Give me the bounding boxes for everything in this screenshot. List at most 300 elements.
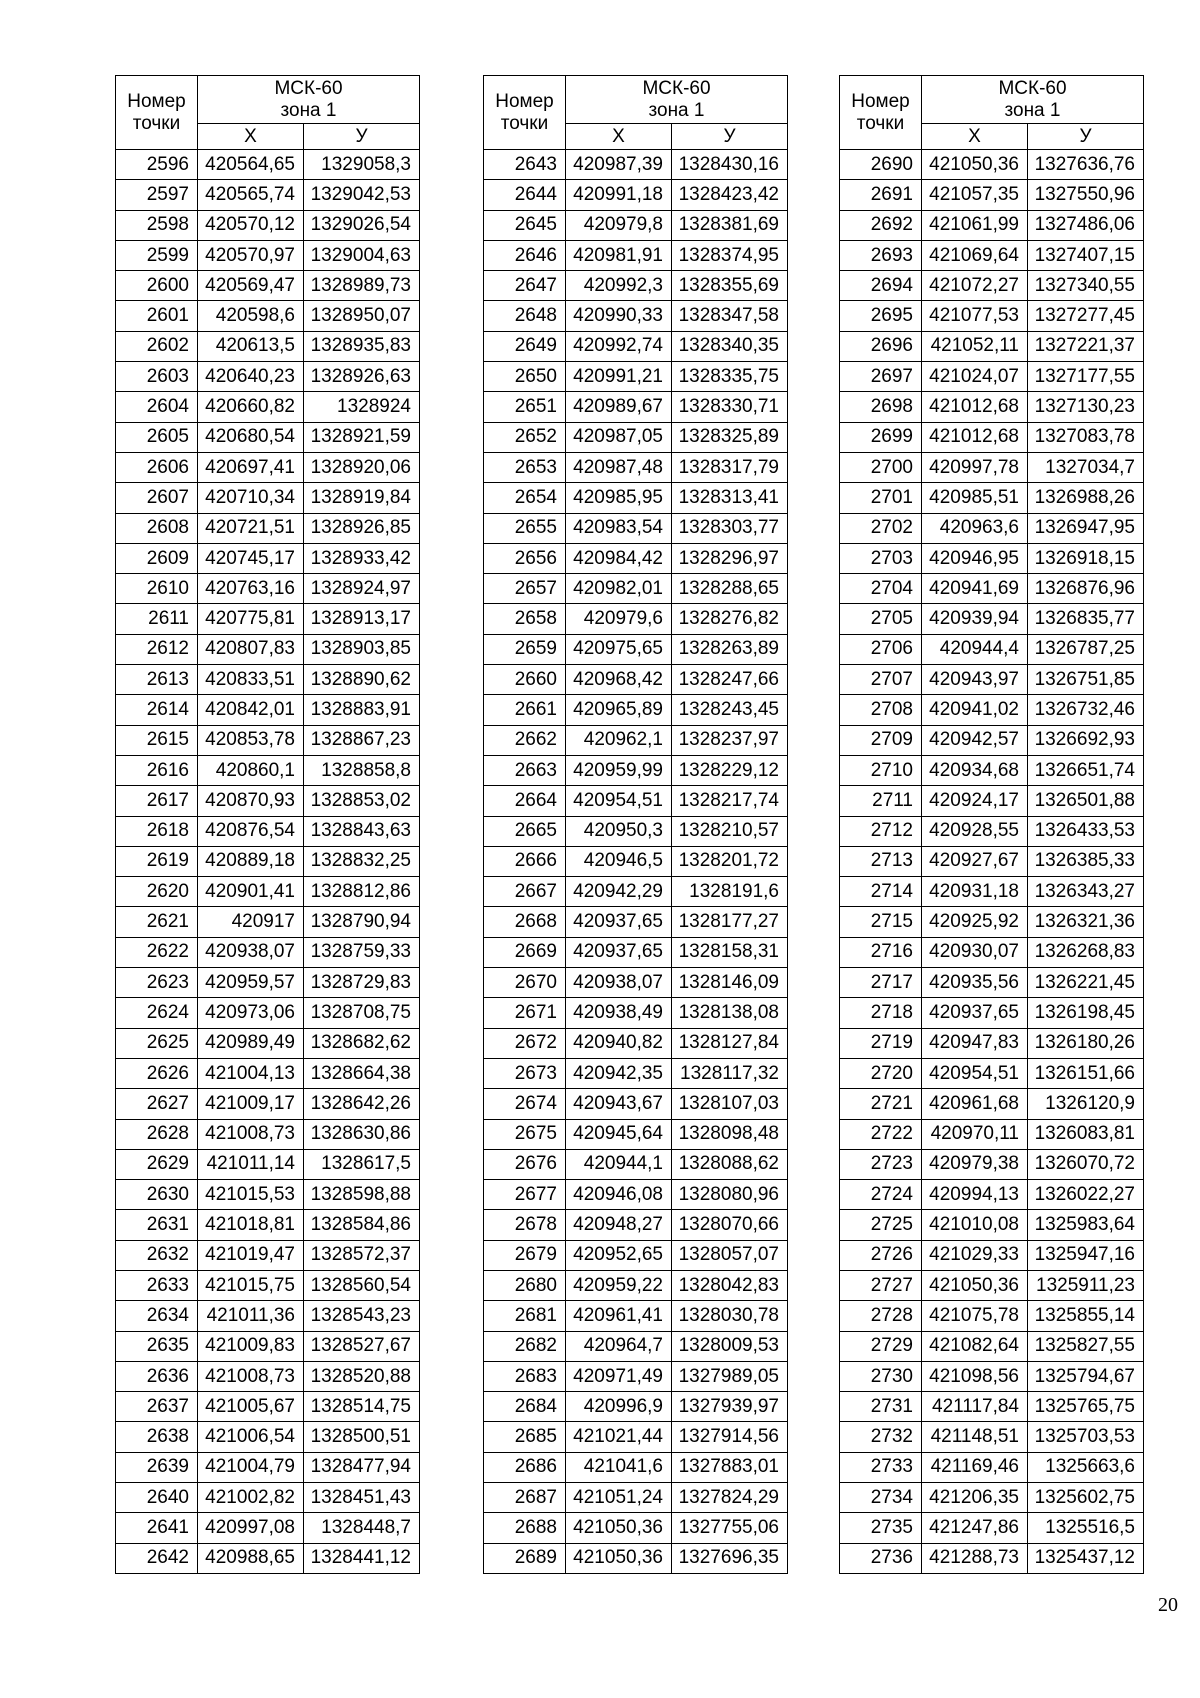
table-row <box>840 1210 1144 1240</box>
x-coordinate-cell: 421288,73 <box>922 1543 1028 1573</box>
point-number-cell: 2611 <box>116 604 198 634</box>
x-coordinate-cell: 420975,65 <box>566 634 672 664</box>
table-row <box>484 877 788 907</box>
point-number-cell: 2646 <box>484 240 566 270</box>
y-coordinate-cell: 1328127,84 <box>672 1028 788 1058</box>
y-coordinate-cell: 1328759,33 <box>304 937 420 967</box>
table-row <box>840 1361 1144 1391</box>
point-number-cell: 2655 <box>484 513 566 543</box>
x-coordinate-cell: 420985,95 <box>566 483 672 513</box>
point-number-cell: 2676 <box>484 1149 566 1179</box>
y-coordinate-cell: 1328924,97 <box>304 574 420 604</box>
y-coordinate-cell: 1328296,97 <box>672 543 788 573</box>
x-coordinate-cell: 421008,73 <box>198 1361 304 1391</box>
table-row <box>840 665 1144 695</box>
y-coordinate-cell: 1327824,29 <box>672 1483 788 1513</box>
table-row <box>484 937 788 967</box>
x-coordinate-cell: 421018,81 <box>198 1210 304 1240</box>
y-coordinate-cell: 1326180,26 <box>1028 1028 1144 1058</box>
table-row <box>116 543 420 573</box>
y-coordinate-cell: 1328477,94 <box>304 1452 420 1482</box>
x-coordinate-cell: 420989,49 <box>198 1028 304 1058</box>
x-coordinate-cell: 420959,22 <box>566 1270 672 1300</box>
x-coordinate-cell: 420950,3 <box>566 816 672 846</box>
x-coordinate-cell: 420876,54 <box>198 816 304 846</box>
table-row <box>484 786 788 816</box>
y-coordinate-cell: 1326918,15 <box>1028 543 1144 573</box>
y-coordinate-cell: 1327989,05 <box>672 1361 788 1391</box>
x-coordinate-cell: 420961,68 <box>922 1089 1028 1119</box>
x-coordinate-cell: 420931,18 <box>922 877 1028 907</box>
y-coordinate-cell: 1328933,42 <box>304 543 420 573</box>
y-coordinate-cell: 1328423,42 <box>672 180 788 210</box>
point-number-cell: 2697 <box>840 362 922 392</box>
table-row <box>484 513 788 543</box>
y-coordinate-cell: 1328514,75 <box>304 1392 420 1422</box>
table-row <box>116 1392 420 1422</box>
table-row <box>484 1210 788 1240</box>
x-coordinate-cell: 420952,65 <box>566 1240 672 1270</box>
point-number-cell: 2658 <box>484 604 566 634</box>
y-coordinate-cell: 1326151,66 <box>1028 1058 1144 1088</box>
table-row <box>484 846 788 876</box>
y-coordinate-cell: 1328950,07 <box>304 301 420 331</box>
x-coordinate-cell: 420860,1 <box>198 755 304 785</box>
point-number-cell: 2723 <box>840 1149 922 1179</box>
point-number-cell: 2606 <box>116 452 198 482</box>
x-coordinate-cell: 420939,94 <box>922 604 1028 634</box>
header-point-number-text: Номер точки <box>127 91 186 134</box>
y-coordinate-cell: 1327177,55 <box>1028 362 1144 392</box>
x-coordinate-cell: 421011,36 <box>198 1301 304 1331</box>
point-number-cell: 2665 <box>484 816 566 846</box>
table-row <box>116 271 420 301</box>
table-row <box>484 1543 788 1573</box>
y-coordinate-cell: 1326787,25 <box>1028 634 1144 664</box>
y-coordinate-cell: 1328210,57 <box>672 816 788 846</box>
table-row <box>840 180 1144 210</box>
x-coordinate-cell: 420979,8 <box>566 210 672 240</box>
table-row <box>840 1240 1144 1270</box>
table-row <box>840 1149 1144 1179</box>
y-coordinate-cell: 1328500,51 <box>304 1422 420 1452</box>
y-coordinate-cell: 1325827,55 <box>1028 1331 1144 1361</box>
table-row <box>840 210 1144 240</box>
y-coordinate-cell: 1326876,96 <box>1028 574 1144 604</box>
table-row <box>116 362 420 392</box>
y-coordinate-cell: 1328201,72 <box>672 846 788 876</box>
table-row <box>116 604 420 634</box>
x-coordinate-cell: 421061,99 <box>922 210 1028 240</box>
x-coordinate-cell: 420901,41 <box>198 877 304 907</box>
table-row <box>484 574 788 604</box>
y-coordinate-cell: 1327550,96 <box>1028 180 1144 210</box>
header-x: Х <box>922 124 1028 150</box>
point-number-cell: 2654 <box>484 483 566 513</box>
table-row <box>116 301 420 331</box>
y-coordinate-cell: 1326692,93 <box>1028 725 1144 755</box>
table-row <box>484 180 788 210</box>
table-row <box>116 180 420 210</box>
header-system-name: МСК-60 <box>998 78 1067 99</box>
point-number-cell: 2629 <box>116 1149 198 1179</box>
point-number-cell: 2614 <box>116 695 198 725</box>
y-coordinate-cell: 1326343,27 <box>1028 877 1144 907</box>
header-y: У <box>304 124 420 150</box>
x-coordinate-cell: 421072,27 <box>922 271 1028 301</box>
x-coordinate-cell: 420745,17 <box>198 543 304 573</box>
table-row <box>484 1270 788 1300</box>
x-coordinate-cell: 420997,08 <box>198 1513 304 1543</box>
x-coordinate-cell: 420984,42 <box>566 543 672 573</box>
y-coordinate-cell: 1328926,63 <box>304 362 420 392</box>
table-row <box>484 422 788 452</box>
x-coordinate-cell: 420979,38 <box>922 1149 1028 1179</box>
table-row <box>116 695 420 725</box>
point-number-cell: 2730 <box>840 1361 922 1391</box>
point-number-cell: 2634 <box>116 1301 198 1331</box>
x-coordinate-cell: 420928,55 <box>922 816 1028 846</box>
table-row <box>484 392 788 422</box>
x-coordinate-cell: 421247,86 <box>922 1513 1028 1543</box>
point-number-cell: 2733 <box>840 1452 922 1482</box>
point-number-cell: 2626 <box>116 1058 198 1088</box>
point-number-cell: 2702 <box>840 513 922 543</box>
x-coordinate-cell: 420959,57 <box>198 968 304 998</box>
y-coordinate-cell: 1328448,7 <box>304 1513 420 1543</box>
x-coordinate-cell: 420917 <box>198 907 304 937</box>
x-coordinate-cell: 421051,24 <box>566 1483 672 1513</box>
point-number-cell: 2631 <box>116 1210 198 1240</box>
point-number-cell: 2633 <box>116 1270 198 1300</box>
table-row <box>840 574 1144 604</box>
point-number-cell: 2678 <box>484 1210 566 1240</box>
x-coordinate-cell: 421015,75 <box>198 1270 304 1300</box>
y-coordinate-cell: 1327883,01 <box>672 1452 788 1482</box>
table-row <box>484 240 788 270</box>
point-number-cell: 2653 <box>484 452 566 482</box>
x-coordinate-cell: 420889,18 <box>198 846 304 876</box>
y-coordinate-cell: 1328682,62 <box>304 1028 420 1058</box>
y-coordinate-cell: 1329004,63 <box>304 240 420 270</box>
y-coordinate-cell: 1328572,37 <box>304 1240 420 1270</box>
point-number-cell: 2710 <box>840 755 922 785</box>
point-number-cell: 2736 <box>840 1543 922 1573</box>
x-coordinate-cell: 420964,7 <box>566 1331 672 1361</box>
table-row <box>116 1513 420 1543</box>
x-coordinate-cell: 420994,13 <box>922 1180 1028 1210</box>
point-number-cell: 2635 <box>116 1331 198 1361</box>
point-number-cell: 2693 <box>840 240 922 270</box>
x-coordinate-cell: 420935,56 <box>922 968 1028 998</box>
table-row <box>484 1392 788 1422</box>
x-coordinate-cell: 421148,51 <box>922 1422 1028 1452</box>
y-coordinate-cell: 1328217,74 <box>672 786 788 816</box>
point-number-cell: 2694 <box>840 271 922 301</box>
point-number-cell: 2686 <box>484 1452 566 1482</box>
table-row <box>840 331 1144 361</box>
point-number-cell: 2650 <box>484 362 566 392</box>
y-coordinate-cell: 1328520,88 <box>304 1361 420 1391</box>
table-row <box>840 1270 1144 1300</box>
point-number-cell: 2641 <box>116 1513 198 1543</box>
y-coordinate-cell: 1328935,83 <box>304 331 420 361</box>
table-row <box>116 1361 420 1391</box>
y-coordinate-cell: 1328919,84 <box>304 483 420 513</box>
y-coordinate-cell: 1328843,63 <box>304 816 420 846</box>
y-coordinate-cell: 1327277,45 <box>1028 301 1144 331</box>
point-number-cell: 2734 <box>840 1483 922 1513</box>
x-coordinate-cell: 420970,11 <box>922 1119 1028 1149</box>
x-coordinate-cell: 420987,05 <box>566 422 672 452</box>
point-number-cell: 2679 <box>484 1240 566 1270</box>
y-coordinate-cell: 1328921,59 <box>304 422 420 452</box>
x-coordinate-cell: 421082,64 <box>922 1331 1028 1361</box>
header-zone: зона 1 <box>648 100 705 121</box>
table-row <box>484 604 788 634</box>
y-coordinate-cell: 1327486,06 <box>1028 210 1144 240</box>
x-coordinate-cell: 420942,35 <box>566 1058 672 1088</box>
table-row <box>840 1392 1144 1422</box>
y-coordinate-cell: 1328617,5 <box>304 1149 420 1179</box>
table-row <box>840 725 1144 755</box>
y-coordinate-cell: 1325663,6 <box>1028 1452 1144 1482</box>
point-number-cell: 2726 <box>840 1240 922 1270</box>
point-number-cell: 2666 <box>484 846 566 876</box>
y-coordinate-cell: 1328664,38 <box>304 1058 420 1088</box>
x-coordinate-cell: 420942,29 <box>566 877 672 907</box>
x-coordinate-cell: 420763,16 <box>198 574 304 604</box>
point-number-cell: 2683 <box>484 1361 566 1391</box>
y-coordinate-cell: 1325765,75 <box>1028 1392 1144 1422</box>
table-row <box>840 422 1144 452</box>
table-row <box>840 846 1144 876</box>
y-coordinate-cell: 1327696,35 <box>672 1543 788 1573</box>
y-coordinate-cell: 1328042,83 <box>672 1270 788 1300</box>
point-number-cell: 2657 <box>484 574 566 604</box>
table-row <box>116 1089 420 1119</box>
y-coordinate-cell: 1328313,41 <box>672 483 788 513</box>
x-coordinate-cell: 421009,83 <box>198 1331 304 1361</box>
point-number-cell: 2602 <box>116 331 198 361</box>
x-coordinate-cell: 420613,5 <box>198 331 304 361</box>
header-point-number <box>484 76 566 150</box>
point-number-cell: 2696 <box>840 331 922 361</box>
point-number-cell: 2608 <box>116 513 198 543</box>
table-row <box>840 877 1144 907</box>
x-coordinate-cell: 420941,02 <box>922 695 1028 725</box>
table-row <box>840 1119 1144 1149</box>
y-coordinate-cell: 1327083,78 <box>1028 422 1144 452</box>
table-row <box>840 452 1144 482</box>
header-coordinate-system <box>198 76 420 124</box>
x-coordinate-cell: 421009,17 <box>198 1089 304 1119</box>
point-number-cell: 2717 <box>840 968 922 998</box>
x-coordinate-cell: 420775,81 <box>198 604 304 634</box>
table-row <box>840 907 1144 937</box>
point-number-cell: 2705 <box>840 604 922 634</box>
x-coordinate-cell: 420570,12 <box>198 210 304 240</box>
x-coordinate-cell: 420680,54 <box>198 422 304 452</box>
table-row <box>116 240 420 270</box>
y-coordinate-cell: 1326022,27 <box>1028 1180 1144 1210</box>
point-number-cell: 2704 <box>840 574 922 604</box>
y-coordinate-cell: 1328237,97 <box>672 725 788 755</box>
y-coordinate-cell: 1326221,45 <box>1028 968 1144 998</box>
x-coordinate-cell: 421021,44 <box>566 1422 672 1452</box>
point-number-cell: 2632 <box>116 1240 198 1270</box>
table-row <box>116 634 420 664</box>
point-number-cell: 2659 <box>484 634 566 664</box>
point-number-cell: 2649 <box>484 331 566 361</box>
table-row <box>840 271 1144 301</box>
x-coordinate-cell: 420987,39 <box>566 150 672 180</box>
y-coordinate-cell: 1328263,89 <box>672 634 788 664</box>
x-coordinate-cell: 420640,23 <box>198 362 304 392</box>
point-number-cell: 2727 <box>840 1270 922 1300</box>
y-coordinate-cell: 1325437,12 <box>1028 1543 1144 1573</box>
table-row <box>484 1149 788 1179</box>
x-coordinate-cell: 421004,13 <box>198 1058 304 1088</box>
coordinates-table-3 <box>839 75 1144 1574</box>
x-coordinate-cell: 421012,68 <box>922 422 1028 452</box>
table-row <box>116 210 420 240</box>
y-coordinate-cell: 1328117,32 <box>672 1058 788 1088</box>
x-coordinate-cell: 420569,47 <box>198 271 304 301</box>
x-coordinate-cell: 421069,64 <box>922 240 1028 270</box>
x-coordinate-cell: 421098,56 <box>922 1361 1028 1391</box>
y-coordinate-cell: 1326732,46 <box>1028 695 1144 725</box>
point-number-cell: 2630 <box>116 1180 198 1210</box>
point-number-cell: 2713 <box>840 846 922 876</box>
y-coordinate-cell: 1328030,78 <box>672 1301 788 1331</box>
y-coordinate-cell: 1326751,85 <box>1028 665 1144 695</box>
point-number-cell: 2732 <box>840 1422 922 1452</box>
point-number-cell: 2603 <box>116 362 198 392</box>
table-row <box>116 786 420 816</box>
x-coordinate-cell: 420987,48 <box>566 452 672 482</box>
point-number-cell: 2672 <box>484 1028 566 1058</box>
x-coordinate-cell: 420565,74 <box>198 180 304 210</box>
y-coordinate-cell: 1328543,23 <box>304 1301 420 1331</box>
y-coordinate-cell: 1328330,71 <box>672 392 788 422</box>
point-number-cell: 2673 <box>484 1058 566 1088</box>
y-coordinate-cell: 1327221,37 <box>1028 331 1144 361</box>
table-row <box>116 1543 420 1573</box>
table-row <box>840 543 1144 573</box>
y-coordinate-cell: 1328158,31 <box>672 937 788 967</box>
point-number-cell: 2645 <box>484 210 566 240</box>
table-row <box>116 1028 420 1058</box>
point-number-cell: 2707 <box>840 665 922 695</box>
x-coordinate-cell: 420945,64 <box>566 1119 672 1149</box>
point-number-cell: 2722 <box>840 1119 922 1149</box>
x-coordinate-cell: 420938,49 <box>566 998 672 1028</box>
x-coordinate-cell: 420996,9 <box>566 1392 672 1422</box>
table-row <box>840 1058 1144 1088</box>
y-coordinate-cell: 1326835,77 <box>1028 604 1144 634</box>
y-coordinate-cell: 1327407,15 <box>1028 240 1144 270</box>
y-coordinate-cell: 1328924 <box>304 392 420 422</box>
x-coordinate-cell: 421015,53 <box>198 1180 304 1210</box>
table-row <box>840 786 1144 816</box>
y-coordinate-cell: 1328926,85 <box>304 513 420 543</box>
point-number-cell: 2643 <box>484 150 566 180</box>
table-row <box>484 543 788 573</box>
point-number-cell: 2616 <box>116 755 198 785</box>
point-number-cell: 2721 <box>840 1089 922 1119</box>
x-coordinate-cell: 420598,6 <box>198 301 304 331</box>
y-coordinate-cell: 1325602,75 <box>1028 1483 1144 1513</box>
y-coordinate-cell: 1328070,66 <box>672 1210 788 1240</box>
table-row <box>840 392 1144 422</box>
point-number-cell: 2617 <box>116 786 198 816</box>
point-number-cell: 2691 <box>840 180 922 210</box>
table-row <box>116 483 420 513</box>
x-coordinate-cell: 421050,36 <box>922 150 1028 180</box>
x-coordinate-cell: 420570,97 <box>198 240 304 270</box>
y-coordinate-cell: 1328883,91 <box>304 695 420 725</box>
x-coordinate-cell: 421206,35 <box>922 1483 1028 1513</box>
y-coordinate-cell: 1325983,64 <box>1028 1210 1144 1240</box>
table-row <box>840 755 1144 785</box>
y-coordinate-cell: 1329026,54 <box>304 210 420 240</box>
x-coordinate-cell: 420991,18 <box>566 180 672 210</box>
y-coordinate-cell: 1329058,3 <box>304 150 420 180</box>
y-coordinate-cell: 1327914,56 <box>672 1422 788 1452</box>
y-coordinate-cell: 1327340,55 <box>1028 271 1144 301</box>
point-number-cell: 2711 <box>840 786 922 816</box>
point-number-cell: 2601 <box>116 301 198 331</box>
x-coordinate-cell: 421050,36 <box>566 1513 672 1543</box>
x-coordinate-cell: 420924,17 <box>922 786 1028 816</box>
point-number-cell: 2622 <box>116 937 198 967</box>
y-coordinate-cell: 1328584,86 <box>304 1210 420 1240</box>
table-row <box>116 877 420 907</box>
x-coordinate-cell: 420944,4 <box>922 634 1028 664</box>
y-coordinate-cell: 1328317,79 <box>672 452 788 482</box>
y-coordinate-cell: 1328177,27 <box>672 907 788 937</box>
point-number-cell: 2720 <box>840 1058 922 1088</box>
table-row <box>840 1452 1144 1482</box>
table-row <box>116 1422 420 1452</box>
y-coordinate-cell: 1328527,67 <box>304 1331 420 1361</box>
point-number-cell: 2609 <box>116 543 198 573</box>
y-coordinate-cell: 1328057,07 <box>672 1240 788 1270</box>
table-row <box>116 452 420 482</box>
point-number-cell: 2687 <box>484 1483 566 1513</box>
point-number-cell: 2670 <box>484 968 566 998</box>
x-coordinate-cell: 420947,83 <box>922 1028 1028 1058</box>
x-coordinate-cell: 421006,54 <box>198 1422 304 1452</box>
table-row <box>484 452 788 482</box>
point-number-cell: 2735 <box>840 1513 922 1543</box>
header-coordinate-system <box>566 76 788 124</box>
y-coordinate-cell: 1329042,53 <box>304 180 420 210</box>
table-row <box>840 1331 1144 1361</box>
table-row <box>116 574 420 604</box>
y-coordinate-cell: 1328247,66 <box>672 665 788 695</box>
x-coordinate-cell: 420946,5 <box>566 846 672 876</box>
y-coordinate-cell: 1327755,06 <box>672 1513 788 1543</box>
table-row <box>484 1452 788 1482</box>
point-number-cell: 2671 <box>484 998 566 1028</box>
point-number-cell: 2703 <box>840 543 922 573</box>
point-number-cell: 2613 <box>116 665 198 695</box>
table-row <box>840 301 1144 331</box>
x-coordinate-cell: 421169,46 <box>922 1452 1028 1482</box>
point-number-cell: 2725 <box>840 1210 922 1240</box>
